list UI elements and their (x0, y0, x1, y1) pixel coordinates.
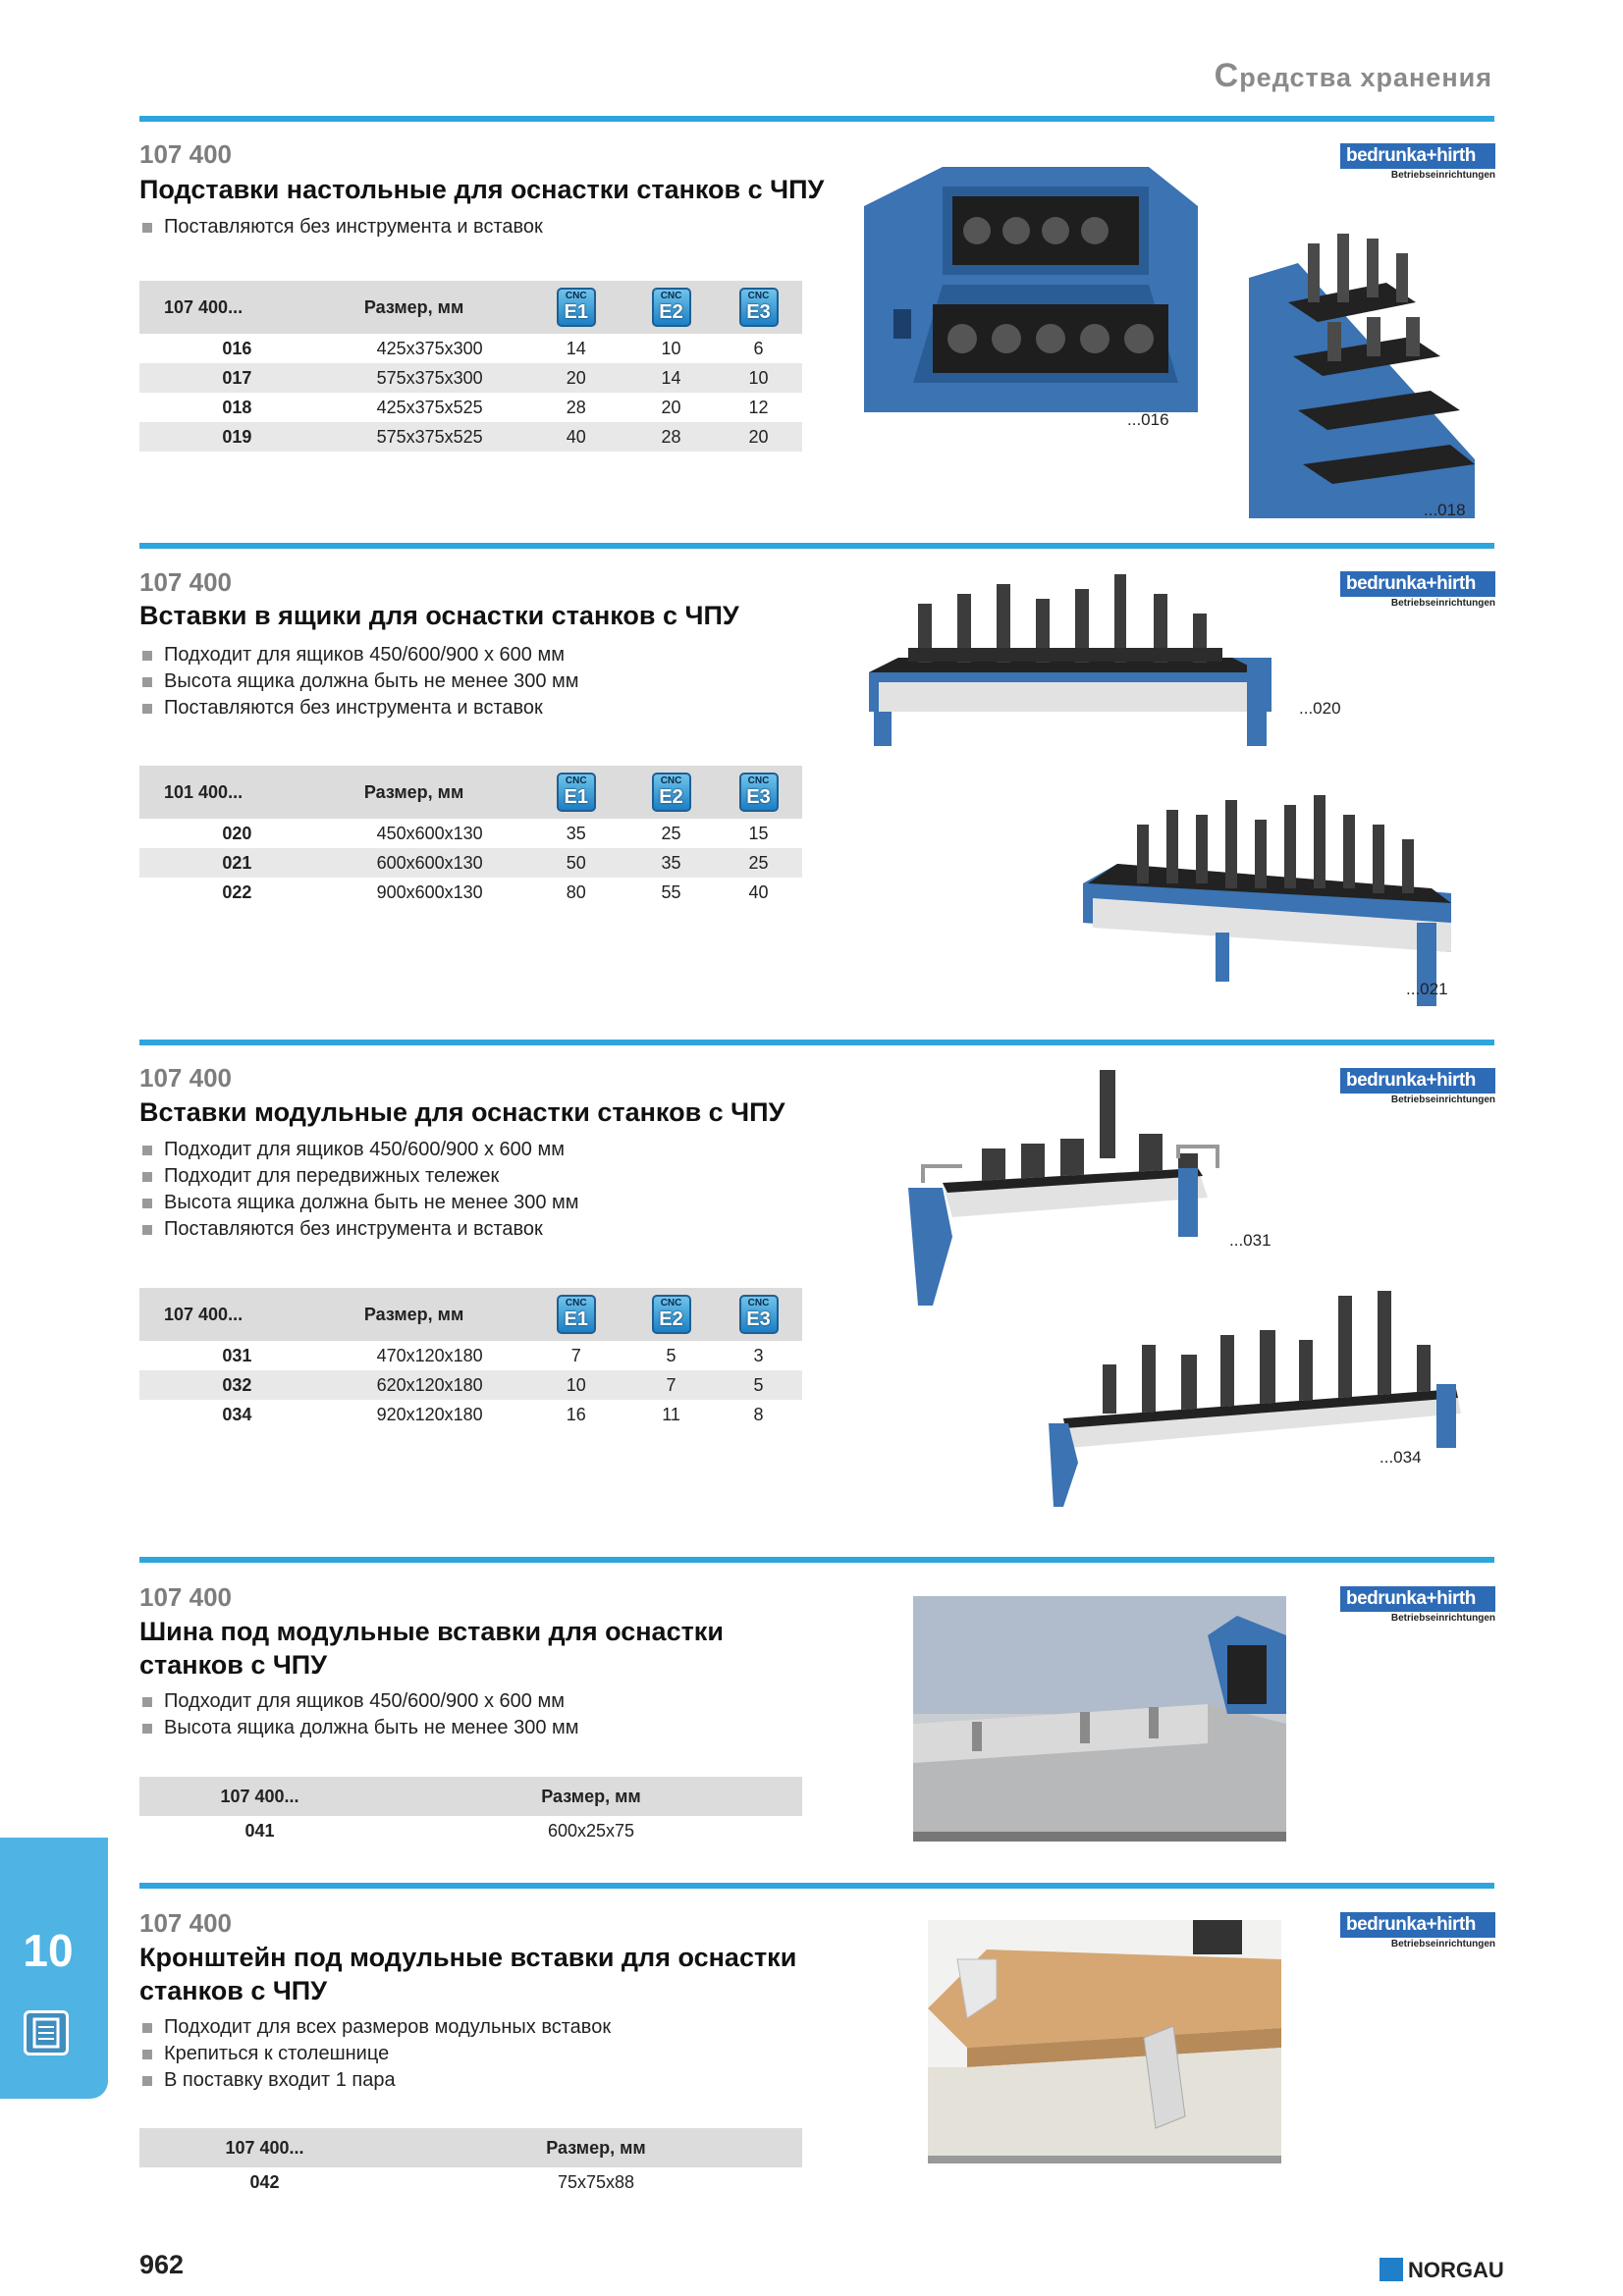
chapter-tab[interactable] (0, 1838, 108, 2099)
section-divider (139, 1883, 1494, 1889)
feature-item: В поставку входит 1 пара (139, 2067, 611, 2094)
feature-item: Подходит для передвижных тележек (139, 1163, 579, 1190)
table-row: 016 425x375x300 14 10 6 (222, 338, 764, 358)
brand-logo: bedrunka+hirth Betriebseinrichtungen (1340, 571, 1495, 609)
feature-list (139, 2014, 611, 2094)
feature-item: Подходит для ящиков 450/600/900 х 600 мм (139, 1137, 579, 1163)
page-number: 962 (139, 2250, 185, 2279)
feature-item: Поставляются без инструмента и вставок (139, 695, 579, 721)
table-row: 021 600x600x130 50 35 25 (139, 848, 802, 878)
col-size-header: Размер, мм (335, 766, 525, 819)
feature-item: Поставляются без инструмента и вставок (139, 214, 543, 240)
spec-table (139, 281, 802, 452)
product-code: 107 400 (139, 1908, 232, 1938)
image-label: ...034 (1380, 1448, 1422, 1467)
col-code-header: 107 400... (139, 281, 335, 334)
cnc-e2-icon: CNC E2 (652, 288, 691, 327)
image-label: ...020 (1299, 699, 1341, 718)
section-title: Подставки настольные для оснастки станков с ЧПУ (139, 175, 825, 204)
feature-item: Высота ящика должна быть не менее 300 мм (139, 668, 579, 695)
product-image-018 (1239, 224, 1485, 518)
table-row: 042 75x75x88 (249, 2171, 635, 2192)
feature-item: Высота ящика должна быть не менее 300 мм (139, 1715, 579, 1741)
feature-list (139, 1688, 579, 1741)
col-size-header: Размер, мм (390, 2128, 802, 2167)
table-row: 020 450x600x130 35 25 15 (222, 823, 769, 843)
image-label: ...021 (1406, 980, 1448, 998)
feature-list (139, 642, 579, 721)
col-size-header: Размер, мм (335, 281, 525, 334)
feature-item: Подходит для всех размеров модульных вставок (139, 2014, 611, 2041)
table-row: 034 920x120x180 16 11 8 (222, 1404, 764, 1424)
col-e1-header (524, 281, 627, 334)
table-row: 019 575x375x525 40 28 20 (139, 422, 802, 452)
cnc-e1-icon: CNC E1 (557, 1295, 596, 1334)
image-label: ...016 (1127, 410, 1169, 429)
section-divider (139, 1557, 1494, 1563)
norgau-logo: NORGAU (1380, 2258, 1504, 2283)
brand-logo: bedrunka+hirth Betriebseinrichtungen (1340, 1068, 1495, 1105)
col-e2-header (627, 281, 715, 334)
section-title: Вставки в ящики для оснастки станков с ЧПУ (139, 601, 739, 630)
section-divider (139, 116, 1494, 122)
brand-logo: bedrunka+hirth Betriebseinrichtungen (1340, 1912, 1495, 1949)
chapter-number: 10 (23, 1925, 74, 1976)
page-header: Средства хранения (1214, 57, 1492, 94)
product-image-031 (903, 1060, 1227, 1315)
product-image-021 (1078, 785, 1461, 1021)
col-size-header: Размер, мм (380, 1777, 802, 1816)
section-title: Кронштейн под модульные вставки для оснастки станков с ЧПУ (139, 1943, 797, 2005)
image-label: ...031 (1229, 1231, 1271, 1250)
col-size-header: Размер, мм (335, 1288, 525, 1341)
feature-item: Высота ящика должна быть не менее 300 мм (139, 1190, 579, 1216)
section-divider (139, 1040, 1494, 1045)
cnc-e2-icon: CNC E2 (652, 773, 691, 812)
storage-cabinet-icon (24, 2010, 69, 2056)
cnc-e2-icon: CNC E2 (652, 1295, 691, 1334)
spec-table (139, 1777, 802, 1845)
table-row: 017 575x375x300 20 14 10 (139, 363, 802, 393)
col-e1-header (524, 766, 627, 819)
table-row: 032 620x120x180 10 7 5 (139, 1370, 802, 1400)
feature-item: Поставляются без инструмента и вставок (139, 1216, 579, 1243)
table-row: 022 900x600x130 80 55 40 (222, 881, 769, 902)
product-image-041 (913, 1596, 1286, 1842)
brand-logo: bedrunka+hirth Betriebseinrichtungen (1340, 143, 1495, 181)
table-row: 031 470x120x180 7 5 3 (222, 1345, 764, 1365)
norgau-square-icon (1380, 2258, 1403, 2281)
feature-item: Подходит для ящиков 450/600/900 х 600 мм (139, 642, 579, 668)
section-title: Шина под модульные вставки для оснастки станков с ЧПУ (139, 1617, 724, 1680)
product-code: 107 400 (139, 1582, 232, 1612)
col-e2-header (627, 1288, 715, 1341)
product-image-034 (1044, 1286, 1476, 1512)
product-image-020 (859, 564, 1281, 751)
spec-table (139, 1288, 802, 1429)
cnc-e1-icon: CNC E1 (557, 773, 596, 812)
col-code-header: 107 400... (139, 1288, 335, 1341)
col-e2-header (627, 766, 715, 819)
cnc-e3-icon: CNC E3 (739, 1295, 779, 1334)
feature-item: Подходит для ящиков 450/600/900 х 600 мм (139, 1688, 579, 1715)
section-title: Вставки модульные для оснастки станков с ЧПУ (139, 1097, 785, 1127)
image-label: ...018 (1424, 501, 1466, 519)
feature-item: Крепиться к столешнице (139, 2041, 611, 2067)
col-code-header: 107 400... (139, 2128, 390, 2167)
cnc-e3-icon: CNC E3 (739, 773, 779, 812)
product-image-016 (854, 147, 1227, 432)
col-code-header: 107 400... (139, 1777, 380, 1816)
section-divider (139, 543, 1494, 549)
spec-table (139, 2128, 802, 2197)
feature-list (139, 1137, 579, 1243)
col-e1-header (524, 1288, 627, 1341)
col-e3-header (715, 281, 802, 334)
brand-logo: bedrunka+hirth Betriebseinrichtungen (1340, 1586, 1495, 1624)
feature-list (139, 214, 543, 240)
cnc-e1-icon: CNC E1 (557, 288, 596, 327)
cnc-e3-icon: CNC E3 (739, 288, 779, 327)
product-code: 107 400 (139, 139, 232, 169)
table-row: 018 425x375x525 28 20 12 (222, 397, 769, 417)
product-image-042 (928, 1920, 1281, 2163)
spec-table (139, 766, 802, 907)
col-e3-header (715, 766, 802, 819)
col-code-header: 101 400... (139, 766, 335, 819)
product-code: 107 400 (139, 1063, 232, 1093)
table-row: 041 600x25x75 (244, 1820, 635, 1841)
col-e3-header (715, 1288, 802, 1341)
product-code: 107 400 (139, 567, 232, 597)
